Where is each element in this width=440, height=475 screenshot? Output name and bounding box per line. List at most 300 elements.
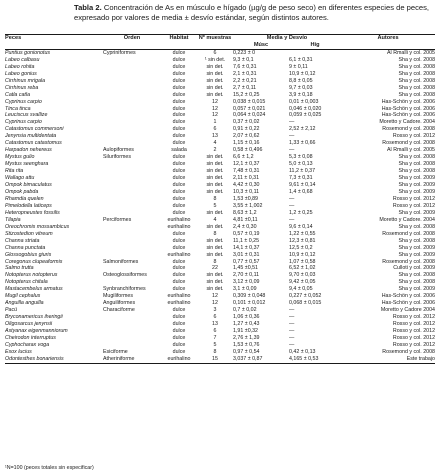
habitat-cell: dulce (172, 341, 186, 348)
musc-cell: 0,58 ± 0,496 (233, 147, 263, 154)
species-cell: Cyprinus carpio (5, 119, 42, 126)
habitat-cell: dulce (172, 140, 186, 147)
species-cell: Pacú (5, 307, 18, 314)
table-row (5, 196, 435, 203)
n-cell: 15 (197, 356, 233, 363)
hig-cell: — (289, 307, 295, 314)
table-row (5, 168, 435, 175)
table-row (5, 78, 435, 85)
hig-cell (289, 49, 341, 56)
habitat-cell: dulce (172, 237, 186, 244)
musc-cell: 0,7 ± 0,02 (233, 307, 257, 314)
author-cell: Rosso y col. 2012 (392, 195, 436, 202)
order-cell (103, 182, 161, 189)
habitat-cell: dulce (172, 91, 186, 98)
musc-cell: 1,53 ± 0,76 (233, 341, 260, 348)
species-cell: Cirrhinus mrigala (5, 77, 46, 84)
order-cell (103, 99, 161, 106)
order-cell: Characiforme (103, 307, 135, 314)
order-cell (103, 57, 161, 64)
author-cell: Rosemond y col. 2008 (382, 258, 436, 265)
author-cell: Moretto y Cadore. 2004 (379, 216, 436, 223)
n-cell: sin det. (206, 286, 224, 293)
n-cell: sin det. (206, 209, 224, 216)
hig-cell: — (289, 328, 295, 335)
habitat-cell: dulce (172, 286, 186, 293)
n-cell: sin det. (206, 244, 224, 251)
habitat-cell: dulce (172, 105, 186, 112)
n-cell: 8 (213, 258, 217, 265)
hig-cell: 1,07 ± 0,58 (289, 258, 316, 265)
musc-cell: 0,223 ± 0 (233, 49, 256, 56)
musc-cell: 0,064 ± 0,024 (233, 112, 266, 119)
author-cell: Moretto y Cadore. 2004 (379, 119, 436, 126)
author-cell: Sha y col. 2009 (398, 251, 436, 258)
table-row (5, 217, 435, 224)
hig-cell: 9,61 ± 0,14 (289, 182, 316, 189)
species-cell: Cyprinus carpio (5, 98, 42, 105)
order-cell (103, 119, 161, 126)
table-row (5, 328, 435, 335)
musc-cell: 3,55 ± 1,002 (233, 202, 263, 209)
order-cell (103, 85, 161, 92)
habitat-cell: dulce (172, 154, 186, 161)
n-cell: 12 (212, 105, 218, 112)
musc-cell: 2,11 ± 0,31 (233, 175, 260, 182)
author-cell: Rosso y col. 2012 (392, 321, 436, 328)
species-cell: Tinca tinca (5, 105, 31, 112)
n-cell: 12 (212, 300, 218, 307)
species-cell: Glossogobius giuris (5, 251, 52, 258)
order-cell (103, 231, 161, 238)
hig-cell: 5,3 ± 0,08 (289, 154, 313, 161)
n-cell: 7 (213, 334, 217, 341)
species-cell: Jenynsia multidentata (5, 133, 57, 140)
hig-cell: 4,165 ± 0,53 (289, 356, 341, 363)
habitat-cell: salada (171, 147, 187, 154)
hig-cell: 1,2 ± 0,25 (289, 209, 313, 216)
caption-text: Concentración de As en músculo e hígado (µg/g de peso seco) en diferentes especies de peces, expresado por valores de media ± desvío estándar, según distintos autores. (74, 3, 430, 22)
n-cell: sin det. (206, 84, 224, 91)
order-cell (103, 342, 161, 349)
order-cell (103, 175, 161, 182)
author-cell: Sha y col. 2009 (398, 209, 436, 216)
table-row (5, 245, 435, 252)
musc-cell: 1,53 ±0,89 (233, 195, 258, 202)
order-cell: Mugiliformes (103, 293, 134, 300)
n-cell: sin det. (206, 272, 224, 279)
hig-cell: 0,01 ± 0,003 (289, 98, 319, 105)
musc-cell: 0,77 ± 0,57 (233, 258, 260, 265)
n-cell: sin det. (206, 161, 224, 168)
n-cell: 13 (212, 321, 218, 328)
hig-cell: 9,4 ± 0,05 (289, 286, 313, 293)
n-cell: 2 (213, 147, 217, 154)
species-cell: Mystus seenghara (5, 161, 49, 168)
order-cell (103, 140, 161, 147)
author-cell: Sha y col. 2009 (398, 244, 436, 251)
species-cell: Harpadon nehereus (5, 147, 52, 154)
table-row (5, 112, 435, 119)
n-cell: 3 (213, 307, 217, 314)
musc-cell: 4,42 ± 0,30 (233, 182, 260, 189)
species-cell: Rhamdia quelen (5, 195, 44, 202)
species-cell: Cheirodon interruptus (5, 334, 56, 341)
order-cell (103, 314, 161, 321)
n-cell: 6 (213, 314, 217, 321)
n-cell: sin det. (206, 168, 224, 175)
hig-cell: — (289, 119, 295, 126)
author-cell: Sha y col. 2008 (398, 91, 436, 98)
musc-cell: 1,27 ± 0,43 (233, 321, 260, 328)
table-row (5, 238, 435, 245)
order-cell (103, 196, 161, 203)
species-cell: Notopterus chitala (5, 279, 48, 286)
table-row (5, 175, 435, 182)
musc-cell: 2,4 ± 0,30 (233, 223, 257, 230)
hig-cell: 9,6 ± 0,14 (289, 223, 313, 230)
species-cell: Stizostedion vitreum (5, 230, 53, 237)
hig-cell: 0,227 ± 0,052 (289, 293, 322, 300)
habitat-cell: dulce (172, 126, 186, 133)
hig-cell: — (289, 334, 295, 341)
musc-cell: 4,81 ±0,11 (233, 216, 258, 223)
table-row (5, 356, 435, 363)
author-cell: Rosso y col. 2012 (392, 314, 436, 321)
n-cell: 12 (212, 98, 218, 105)
header-row (5, 35, 435, 42)
author-cell: Sha y col. 2008 (398, 237, 436, 244)
hig-cell: 11,2 ± 0,37 (289, 168, 316, 175)
habitat-cell: eurihalino (167, 223, 191, 230)
habitat-cell: dulce (172, 258, 186, 265)
header-order: Orden (103, 35, 161, 42)
musc-cell: 11,1 ± 0,25 (233, 237, 260, 244)
table-row (5, 106, 435, 113)
musc-cell: 2,76 ± 1,39 (233, 334, 260, 341)
musc-cell: 1,06 ± 0,36 (233, 314, 260, 321)
musc-cell: 1,45 ±0,51 (233, 265, 258, 272)
footnote: ¹N=100 (peces totales sin especificar) (5, 465, 94, 471)
species-cell: Coregonus clupeaformis (5, 258, 63, 265)
table-row (5, 252, 435, 259)
hig-cell: 12,5 ± 0,2 (289, 244, 313, 251)
musc-cell: 2,70 ± 0,11 (233, 272, 260, 279)
author-cell: Este trabajo (341, 356, 435, 363)
author-cell: Rosemond y col. 2008 (382, 140, 436, 147)
habitat-cell: dulce (172, 133, 186, 140)
order-cell (103, 71, 161, 78)
habitat-cell: eurihalino (167, 216, 191, 223)
species-cell: Ompok bimaculatus (5, 182, 52, 189)
musc-cell: 0,37 ± 0,02 (233, 119, 260, 126)
author-cell: Sha y col. 2008 (398, 63, 436, 70)
habitat-cell: dulce (172, 49, 186, 56)
n-cell: 5 (213, 202, 217, 209)
hig-cell: — (289, 321, 295, 328)
hig-cell: 10,9 ± 0,12 (289, 251, 316, 258)
n-cell: 8 (213, 348, 217, 355)
species-cell: Channa striata (5, 237, 40, 244)
author-cell: Rosso y col. 2012 (392, 328, 436, 335)
order-cell (103, 161, 161, 168)
hig-cell: — (289, 314, 295, 321)
order-cell (103, 245, 161, 252)
table-row (5, 307, 435, 314)
habitat-cell: dulce (172, 175, 186, 182)
species-cell: Tilapia (5, 216, 21, 223)
author-cell: Has-Schön y col. 2006 (381, 293, 436, 300)
species-cell: Oligosarcus jenynsii (5, 321, 53, 328)
habitat-cell: dulce (172, 195, 186, 202)
order-cell (103, 335, 161, 342)
table-row (5, 147, 435, 154)
musc-cell: 3,12 ± 0,09 (233, 279, 260, 286)
n-cell: 13 (212, 133, 218, 140)
order-cell (103, 252, 161, 259)
musc-cell: 8,63 ± 1,2 (233, 209, 257, 216)
species-cell: Catastomus commersoni (5, 126, 64, 133)
n-cell: 4 (213, 140, 217, 147)
table-row (5, 279, 435, 286)
species-cell: Heteropneustes fossilis (5, 209, 60, 216)
n-cell: 1 (213, 119, 217, 126)
musc-cell: 3,1 ± 0,09 (233, 286, 257, 293)
author-cell: Sha y col. 2008 (398, 279, 436, 286)
hig-cell: 1,33 ± 0,66 (289, 140, 316, 147)
subheader-row (5, 42, 435, 49)
n-cell: 12 (212, 112, 218, 119)
musc-cell: 0,97 ± 0,54 (233, 348, 260, 355)
n-cell: 8 (213, 230, 217, 237)
table-row (5, 224, 435, 231)
table-row (5, 99, 435, 106)
order-cell (103, 106, 161, 113)
musc-cell: 7,6 ± 0,31 (233, 63, 257, 70)
n-cell: sin det. (206, 182, 224, 189)
musc-cell: 15,2 ± 0,25 (233, 91, 260, 98)
hig-cell: 12,3 ± 0,81 (289, 237, 316, 244)
table-row (5, 335, 435, 342)
table-row (5, 154, 435, 161)
hig-cell: 2,52 ± 2,12 (289, 126, 316, 133)
header-habitat: Habitat (161, 35, 197, 42)
arsenic-table (5, 34, 435, 364)
habitat-cell: dulce (172, 188, 186, 195)
species-cell: Puntius gonionotus (5, 49, 51, 56)
table-row (5, 286, 435, 293)
habitat-cell: dulce (172, 56, 186, 63)
author-cell: Moretto y Cadore 2004 (380, 307, 436, 314)
hig-cell: — (289, 133, 295, 140)
n-cell: 6 (213, 49, 217, 56)
order-cell (103, 321, 161, 328)
order-cell (103, 92, 161, 99)
order-cell (103, 64, 161, 71)
author-cell: Sha y col. 2009 (398, 286, 436, 293)
species-cell: Mugil cephalus (5, 293, 41, 300)
n-cell: sin det. (206, 175, 224, 182)
habitat-cell: dulce (172, 209, 186, 216)
species-cell: Pimelodella laticeps (5, 202, 52, 209)
table-row (5, 321, 435, 328)
table-row (5, 300, 435, 307)
caption-label: Tabla 2. (74, 3, 102, 12)
table-row (5, 140, 435, 147)
hig-cell: 1,4 ± 0,68 (289, 188, 313, 195)
habitat-cell: dulce (172, 307, 186, 314)
species-cell: Wallago attu (5, 175, 35, 182)
musc-cell: 0,57 ± 0,19 (233, 230, 260, 237)
species-cell: Channa punctata (5, 244, 46, 251)
hig-cell: 9,42 ± 0,05 (289, 279, 316, 286)
header-media: Media y Desvío (233, 35, 341, 42)
order-cell: Salmoniformes (103, 258, 139, 265)
musc-cell: 2,2 ± 0,21 (233, 77, 257, 84)
header-species: Peces (5, 35, 103, 42)
table-row (5, 119, 435, 126)
order-cell: Atheriniforme (103, 356, 161, 363)
table-row (5, 161, 435, 168)
hig-cell: 6,52 ± 1,02 (289, 265, 316, 272)
table-row (5, 92, 435, 99)
table-row (5, 342, 435, 349)
n-cell: sin det. (206, 154, 224, 161)
author-cell: Has-Schön y col. 2006 (381, 300, 436, 307)
species-cell: Leuciscus svallize (5, 112, 48, 119)
species-cell: Salmo trutta (5, 265, 34, 272)
order-cell (103, 279, 161, 286)
musc-cell: 14,1 ± 0,37 (233, 244, 260, 251)
order-cell (103, 210, 161, 217)
n-cell: 8 (213, 195, 217, 202)
n-cell: sin det. (206, 188, 224, 195)
table-row (5, 64, 435, 71)
table-row (5, 259, 435, 266)
author-cell: Has-Schön y col. 2006 (381, 105, 436, 112)
species-cell: Catla catla (5, 91, 31, 98)
hig-cell: 5,0 ± 0,13 (289, 161, 313, 168)
habitat-cell: dulce (172, 77, 186, 84)
habitat-cell: dulce (172, 334, 186, 341)
order-cell: Siluriformes (103, 154, 131, 161)
hig-cell: — (289, 216, 295, 223)
author-cell: Sha y col. 2009 (398, 182, 436, 189)
author-cell: Sha y col. 2009 (398, 188, 436, 195)
hig-cell: 0,42 ± 0,13 (289, 348, 316, 355)
habitat-cell: dulce (172, 98, 186, 105)
n-cell: sin det. (206, 91, 224, 98)
species-cell: Labeo gonius (5, 70, 37, 77)
habitat-cell: dulce (172, 244, 186, 251)
table-row (5, 349, 435, 356)
hig-cell: — (289, 202, 295, 209)
habitat-cell: dulce (172, 168, 186, 175)
order-cell (103, 126, 161, 133)
author-cell: Has-Schön y col. 2006 (381, 112, 436, 119)
author-cell: Al Rmalli y col. 2005 (387, 49, 436, 56)
musc-cell: 10,3 ± 0,11 (233, 188, 260, 195)
order-cell (103, 203, 161, 210)
species-cell: Esox lucius (5, 348, 32, 355)
habitat-cell: dulce (172, 328, 186, 335)
species-cell: Oreochromis mossambicus (5, 223, 70, 230)
n-cell: ¹ sin det. (204, 56, 226, 63)
order-cell (103, 224, 161, 231)
species-cell: Labeo calbasu (5, 56, 40, 63)
musc-cell: 2,1 ± 0,31 (233, 70, 257, 77)
habitat-cell: dulce (172, 63, 186, 70)
habitat-cell: eurihalino (167, 293, 191, 300)
author-cell: Sha y col. 2008 (398, 272, 436, 279)
habitat-cell: dulce (172, 321, 186, 328)
header-authors: Autores (341, 35, 435, 42)
hig-cell: 0,046 ± 0,020 (289, 105, 322, 112)
musc-cell: 9,3 ± 0,1 (233, 56, 254, 63)
order-cell: Synbranchiformes (103, 286, 146, 293)
order-cell (103, 133, 161, 140)
order-cell (103, 265, 161, 272)
habitat-cell: dulce (172, 84, 186, 91)
n-cell: 4 (213, 216, 217, 223)
order-cell (103, 112, 161, 119)
table-caption (74, 3, 434, 22)
musc-cell: 3,01 ± 0,31 (233, 251, 260, 258)
author-cell: Sha y col. 2008 (398, 154, 436, 161)
table-row (5, 203, 435, 210)
order-cell: Aulopiformes (103, 147, 134, 154)
header-musc: Músc (233, 42, 289, 49)
musc-cell: 3,037 ± 0,87 (233, 356, 289, 363)
order-cell (103, 189, 161, 196)
order-cell (103, 328, 161, 335)
author-cell: Has-Schön y col. 2006 (381, 98, 436, 105)
hig-cell: 3,9 ± 0,18 (289, 91, 313, 98)
musc-cell: 0,309 ± 0,048 (233, 293, 266, 300)
habitat-cell: dulce (172, 182, 186, 189)
habitat-cell: eurihalino (167, 300, 191, 307)
author-cell: Al Rmalli y col. 2005 (387, 147, 436, 154)
order-cell: Anguiliformes (103, 300, 136, 307)
table-row (5, 182, 435, 189)
n-cell: sin det. (206, 70, 224, 77)
musc-cell: 0,057 ± 0,021 (233, 105, 266, 112)
author-cell: Sha y col. 2008 (398, 70, 436, 77)
species-cell: Odontesthes bonariensis (5, 356, 103, 363)
habitat-cell: dulce (172, 119, 186, 126)
habitat-cell: dulce (172, 230, 186, 237)
author-cell: Rosso y col. 2012 (392, 133, 436, 140)
author-cell: Sha y col. 2008 (398, 56, 436, 63)
species-cell: Anguilla anguilla (5, 300, 44, 307)
habitat-cell: dulce (172, 202, 186, 209)
habitat-cell: dulce (172, 272, 186, 279)
author-cell: Rosemond y col. 2008 (382, 126, 436, 133)
table-row (5, 49, 435, 56)
order-cell: Perciformes (103, 216, 132, 223)
hig-cell: 9 ± 0,11 (289, 63, 308, 70)
species-cell: Notopterus notopterus (5, 272, 58, 279)
musc-cell: 2,07 ± 0,62 (233, 133, 260, 140)
habitat-cell: dulce (172, 348, 186, 355)
author-cell: Sha y col. 2008 (398, 84, 436, 91)
order-cell: Osteoglossiformes (103, 272, 147, 279)
author-cell: Sha y col. 2008 (398, 161, 436, 168)
table-row (5, 133, 435, 140)
order-cell (103, 78, 161, 85)
species-cell: Astyanax eigenmanniorum (5, 328, 68, 335)
hig-cell: 9,70 ± 0,03 (289, 272, 316, 279)
